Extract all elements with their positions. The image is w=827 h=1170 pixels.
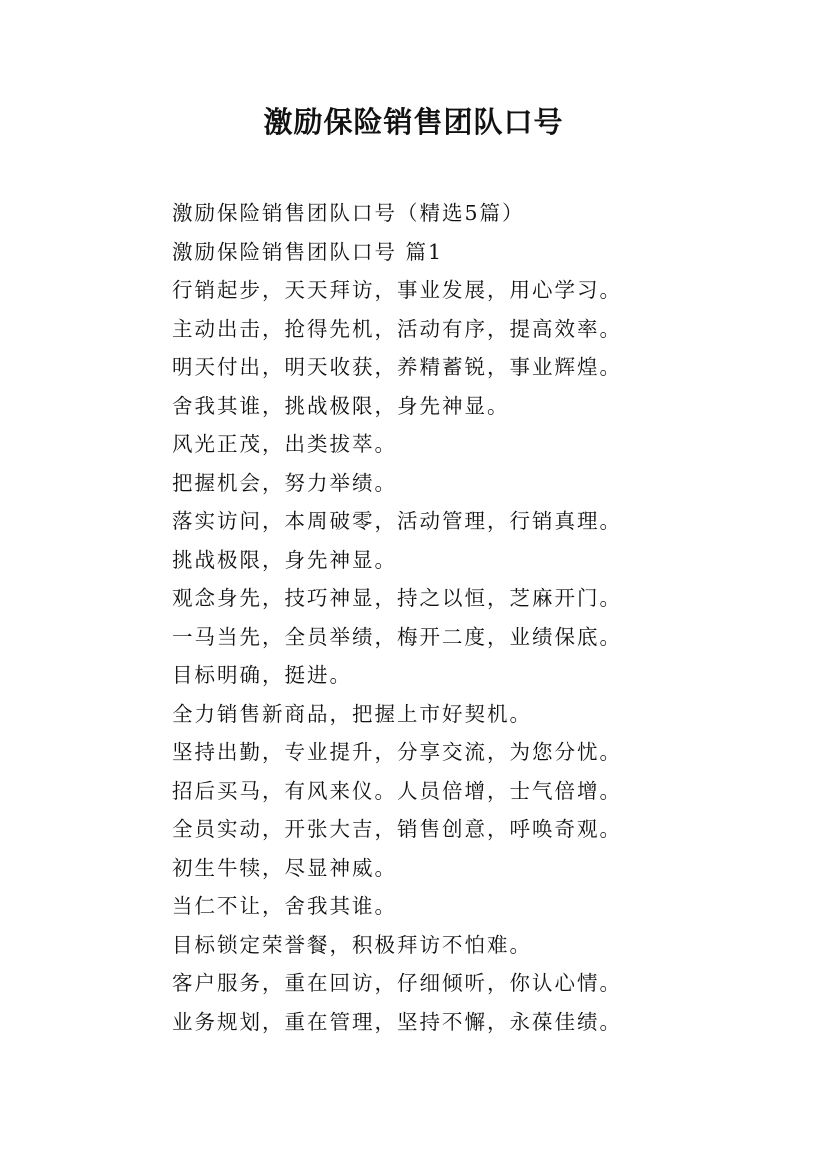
text-line: 客户服务，重在回访，仔细倾听，你认心情。: [172, 971, 622, 995]
text-line: 明天付出，明天收获，养精蓄锐，事业辉煌。: [172, 355, 622, 379]
text-line: 把握机会，努力举绩。: [172, 470, 397, 495]
document-body: [172, 194, 812, 1041]
text-line: 全力销售新商品，把握上市好契机。: [172, 701, 532, 726]
text-line: 招后买马，有风来仪。人员倍增，士气倍增。: [172, 778, 622, 803]
text-line: 舍我其谁，挑战极限，身先神显。: [172, 393, 510, 418]
text-line: 观念身先，技巧神显，持之以恒，芝麻开门。: [172, 586, 622, 610]
text-line: 业务规划，重在管理，坚持不懈，永葆佳绩。: [172, 1009, 622, 1034]
text-line: 全员实动，开张大吉，销售创意，呼唤奇观。: [172, 817, 622, 841]
text-line: 目标明确，挺进。: [172, 663, 352, 687]
text-line: 目标锁定荣誉餐，积极拜访不怕难。: [172, 932, 532, 957]
text-line: 当仁不让，舍我其谁。: [172, 894, 397, 918]
text-line: 落实访问，本周破零，活动管理，行销真理。: [172, 509, 622, 533]
text-line: 坚持出勤，专业提升，分享交流，为您分忧。: [172, 740, 622, 764]
text-line: 一马当先，全员举绩，梅开二度，业绩保底。: [172, 624, 622, 649]
text-line: 行销起步，天天拜访，事业发展，用心学习。: [172, 278, 622, 302]
text-line: 激励保险销售团队口号 篇1: [172, 239, 444, 264]
text-line: 初生牛犊，尽显神威。: [172, 855, 397, 880]
text-line: 挑战极限，身先神显。: [172, 547, 397, 572]
text-line: 主动出击，抢得先机，活动有序，提高效率。: [172, 316, 622, 341]
document-title: 激励保险销售团队口号: [263, 105, 564, 139]
text-line: 风光正茂，出类拔萃。: [172, 432, 397, 456]
text-line: 激励保险销售团队口号（精选5篇）: [172, 201, 525, 225]
